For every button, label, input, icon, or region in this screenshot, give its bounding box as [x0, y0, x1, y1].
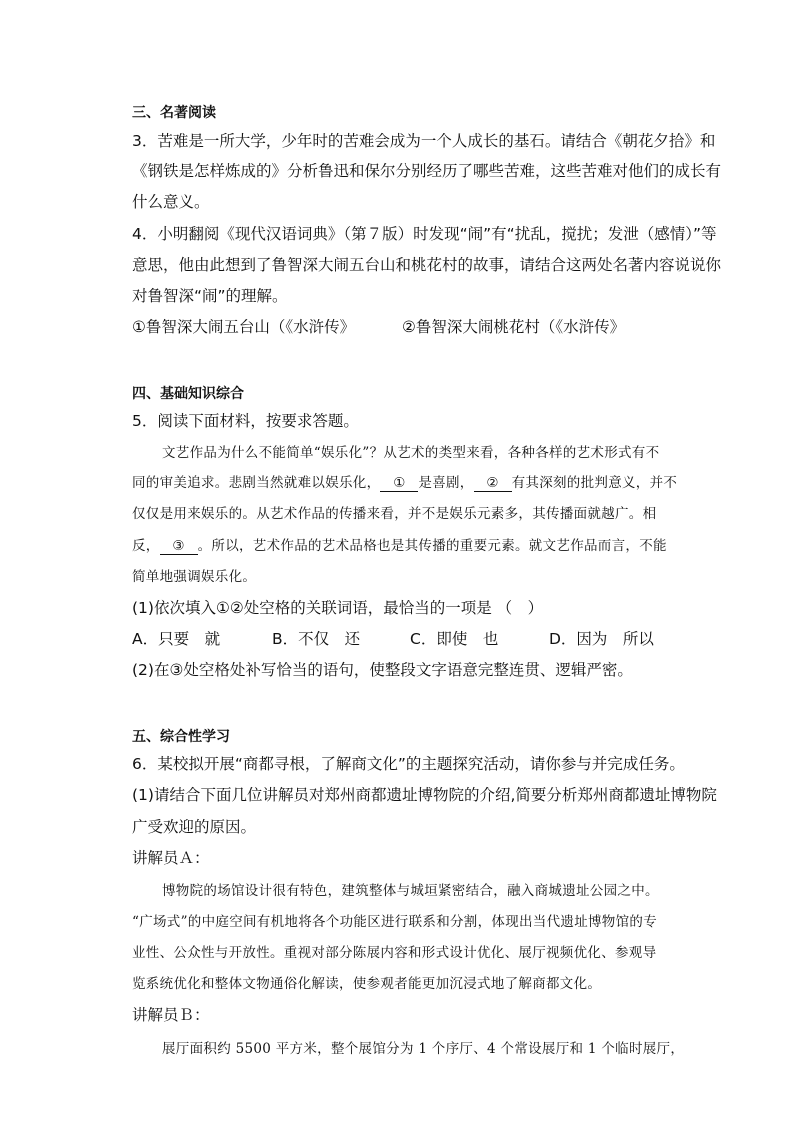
- passage-line-1: 文艺作品为什么不能简单“娱乐化”？从艺术的类型来看，各种各样的艺术形式有不: [162, 445, 660, 461]
- passage-line-3: 仅仅是用来娱乐的。从艺术作品的传播来看，并不是娱乐元素多，其传播面就越广。相: [132, 506, 657, 522]
- section5-heading: 五、综合性学习: [132, 729, 230, 745]
- text-a-line-2: “广场式”的中庭空间有机地将各个功能区进行联系和分割，体现出当代遗址博物馆的专: [132, 914, 658, 930]
- text-a-line-3: 业性、公众性与开放性。重视对部分陈展内容和形式设计优化、展厅视频优化、参观导: [132, 945, 657, 961]
- q6-sub1-line-2: 广受欢迎的原因。: [132, 818, 257, 836]
- passage-line-2b: 是喜剧，: [418, 475, 474, 491]
- choice-a: A．只要 就: [132, 630, 221, 648]
- q6-sub1-line-1: (1)请结合下面几位讲解员对郑州商都遗址博物院的介绍,简要分析郑州商都遗址博物院: [132, 786, 717, 804]
- q4-line-1: 4．小明翻阅《现代汉语词典》（第７版）时发现“闹”有“扰乱，搅扰；发泄（感情）”等: [132, 225, 717, 243]
- q3-line-1: 3．苦难是一所大学，少年时的苦难会成为一个人成长的基石。请结合《朝花夕拾》和: [132, 132, 716, 150]
- text-a-line-1: 博物院的场馆设计很有特色，建筑整体与城垣紧密结合，融入商城遗址公园之中。: [162, 883, 659, 899]
- passage-line-2: [132, 471, 677, 492]
- choice-c: C．即使 也: [410, 630, 499, 648]
- passage-line-4a: 反，: [132, 538, 160, 554]
- q4-line-2: 意思，他由此想到了鲁智深大闹五台山和桃花村的故事，请结合这两处名著内容说说你: [132, 256, 722, 274]
- choice-d: D．因为 所以: [549, 630, 654, 648]
- passage-line-2c: 有其深刻的批判意义，并不: [511, 475, 678, 491]
- blank-2: ②: [474, 475, 512, 492]
- passage-line-4: [132, 534, 667, 555]
- blank-3: ③: [160, 538, 198, 555]
- choice-b: B．不仅 还: [272, 630, 361, 648]
- q4-line-3: 对鲁智深“闹”的理解。: [132, 287, 288, 305]
- section4-heading: 四、基础知识综合: [132, 386, 244, 402]
- blank-1: ①: [380, 475, 418, 492]
- speaker-a: 讲解员Ａ：: [132, 849, 210, 867]
- text-b-line-1: 展厅面积约 5500 平方米，整个展馆分为 1 个序厅、4 个常设展厅和 1 个临时展厅，: [162, 1041, 685, 1057]
- passage-line-5: 简单地强调娱乐化。: [132, 569, 257, 585]
- speaker-b: 讲解员Ｂ：: [132, 1006, 210, 1024]
- q6-intro: 6．某校拟开展“商都寻根，了解商文化”的主题探究活动，请你参与并完成任务。: [132, 755, 685, 773]
- q3-line-3: 什么意义。: [132, 193, 210, 211]
- q4-option-2: ②鲁智深大闹桃花村（《水浒传》: [402, 318, 626, 336]
- q5-sub2: (2)在③处空格处补写恰当的语句，使整段文字语意完整连贯、逻辑严密。: [132, 661, 633, 679]
- passage-line-2-text: 同的审美追求。悲剧当然就难以娱乐化，: [132, 475, 381, 491]
- passage-line-4b: 。所以，艺术作品的艺术品格也是其传播的重要元素。就文艺作品而言，不能: [197, 538, 667, 554]
- q5-sub1: (1)依次填入①②处空格的关联词语，最恰当的一项是 （ ）: [132, 599, 544, 617]
- q3-line-2: 《钢铁是怎样炼成的》分析鲁迅和保尔分别经历了哪些苦难，这些苦难对他们的成长有: [132, 162, 722, 180]
- q5-intro: 5．阅读下面材料，按要求答题。: [132, 412, 359, 430]
- section3-heading: 三、名著阅读: [132, 105, 216, 121]
- q4-option-1: ①鲁智深大闹五台山（《水浒传》: [132, 318, 356, 336]
- text-a-line-4: 览系统优化和整体文物通俗化解读，使参观者能更加沉浸式地了解商都文化。: [132, 976, 602, 992]
